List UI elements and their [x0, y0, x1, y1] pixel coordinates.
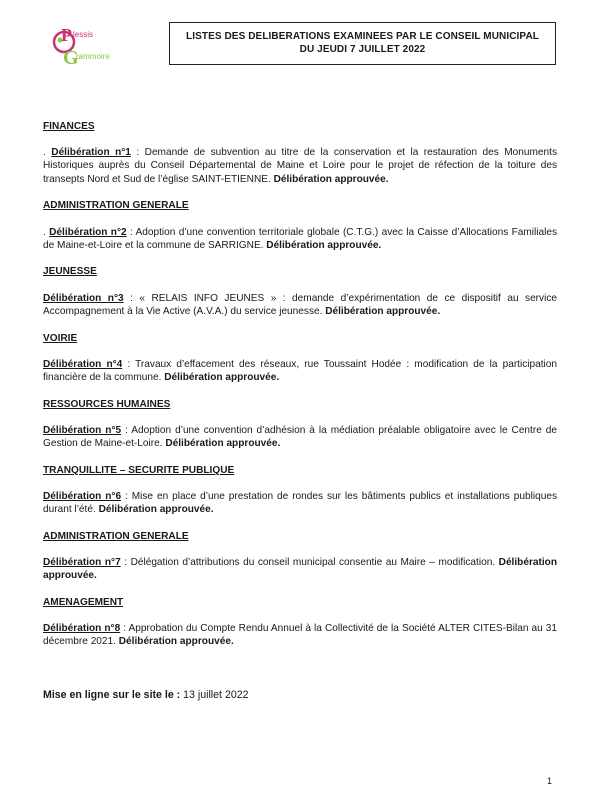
deliberation-separator: :	[130, 147, 145, 159]
deliberation-status: Délibération approuvée.	[164, 371, 280, 383]
online-publication-line	[43, 689, 249, 701]
section-amenagement	[43, 596, 557, 649]
deliberation-status: Délibération approuvée.	[165, 438, 281, 450]
deliberation-prefix: .	[43, 147, 52, 159]
deliberation-label: Délibération n°7	[43, 557, 121, 569]
deliberation-text: Approbation du Compte Rendu Annuel à la Collectivité de la Société ALTER CITES-Bilan au 31 décembre 2021.	[43, 623, 558, 648]
deliberation-status: Délibération approuvée.	[273, 173, 389, 185]
section-heading: AMENAGEMENT	[43, 596, 124, 608]
deliberation-status: Délibération approuvée.	[266, 239, 382, 251]
deliberation-paragraph	[43, 358, 557, 384]
deliberation-text: Mise en place d’une prestation de rondes sur les bâtiments publics et installations publiques durant l’été.	[43, 490, 557, 516]
deliberation-separator: :	[126, 226, 136, 238]
deliberation-prefix: .	[43, 226, 50, 238]
deliberations-list	[43, 120, 557, 662]
deliberation-status: Délibération approuvée.	[43, 557, 557, 582]
deliberation-paragraph	[43, 226, 557, 252]
deliberation-label: Délibération n°6	[43, 490, 122, 502]
logo-initial-g: G	[63, 47, 79, 69]
deliberation-separator: :	[123, 292, 140, 304]
deliberation-status: Délibération approuvée.	[98, 504, 214, 516]
section-heading: JEUNESSE	[43, 266, 97, 278]
deliberation-label: Délibération n°3	[43, 292, 124, 304]
section-jeunesse	[43, 265, 557, 318]
deliberation-label: Délibération n°2	[49, 226, 127, 238]
deliberation-separator: :	[121, 424, 132, 436]
deliberation-paragraph	[43, 622, 557, 648]
deliberation-separator: :	[122, 358, 136, 370]
logo-text-line1: lessis	[73, 30, 94, 39]
section-heading: ADMINISTRATION GENERALE	[43, 200, 189, 212]
deliberation-label: Délibération n°4	[43, 358, 123, 370]
plessis-grammoire-logo	[50, 20, 128, 78]
title-line-1: LISTES DES DELIBERATIONS EXAMINEES PAR LE CONSEIL MUNICIPAL	[186, 31, 539, 42]
deliberation-text: Demande de subvention au titre de la conservation et la restauration des Monuments Historiques auprès du Conseil Départemental de Maine et Loire pour le projet de réfection de la toiture des transepts Nord et Sud de l’église SAINT-ETIENNE.	[43, 147, 558, 185]
deliberation-paragraph	[43, 424, 557, 450]
deliberation-paragraph	[43, 292, 557, 318]
logo-initial-p: P	[61, 25, 72, 45]
section-heading: RESSOURCES HUMAINES	[43, 398, 171, 410]
deliberation-text: Travaux d’effacement des réseaux, rue Toussaint Hodée : modification de la participation financière de la commune.	[43, 358, 558, 383]
deliberation-paragraph	[43, 490, 557, 516]
logo-text-line2: rammoire	[76, 52, 110, 61]
deliberation-label: Délibération n°5	[43, 424, 122, 436]
section-heading: FINANCES	[43, 121, 95, 132]
deliberation-label: Délibération n°8	[43, 623, 121, 635]
online-label: Mise en ligne sur le site le :	[43, 689, 181, 701]
online-date: 13 juillet 2022	[180, 689, 249, 701]
deliberation-separator: :	[120, 557, 131, 569]
section-heading: VOIRIE	[43, 332, 78, 344]
deliberation-paragraph	[43, 556, 557, 582]
deliberation-text: Adoption d’une convention d’adhésion à la médiation préalable obligatoire avec le Centre de Gestion de Maine-et-Loire.	[43, 424, 558, 450]
section-voirie	[43, 332, 557, 385]
section-heading: ADMINISTRATION GENERALE	[43, 530, 189, 542]
section-ressources-humaines	[43, 398, 557, 451]
deliberation-status: Délibération approuvée.	[118, 636, 234, 648]
deliberation-separator: :	[120, 623, 129, 635]
deliberation-paragraph	[43, 146, 557, 186]
title-line-2: DU JEUDI 7 JUILLET 2022	[299, 44, 426, 55]
section-administration-generale-2	[43, 530, 557, 583]
logo-graphic	[50, 20, 128, 78]
page-number: 1	[547, 776, 553, 786]
section-administration-generale	[43, 199, 557, 252]
deliberation-label: Délibération n°1	[51, 147, 131, 159]
deliberation-text: Délégation d’attributions du conseil municipal consentie au Maire – modification.	[130, 557, 499, 569]
document-title-box	[169, 22, 556, 65]
section-finances	[43, 120, 557, 186]
section-tranquillite-securite	[43, 464, 557, 517]
section-heading: TRANQUILLITE – SECURITE PUBLIQUE	[43, 464, 235, 476]
deliberation-text: « RELAIS INFO JEUNES » : demande d’expérimentation de ce dispositif au service Accompagnement à la Vie Active (A.V.A.) du service jeunesse.	[43, 292, 557, 317]
deliberation-text: Adoption d’une convention territoriale globale (C.T.G.) avec la Caisse d’Allocations Familiales de Maine-et-Loire et la commune de SARRIGNE.	[43, 226, 558, 251]
deliberation-separator: :	[121, 490, 132, 502]
deliberation-status: Délibération approuvée.	[325, 305, 441, 317]
